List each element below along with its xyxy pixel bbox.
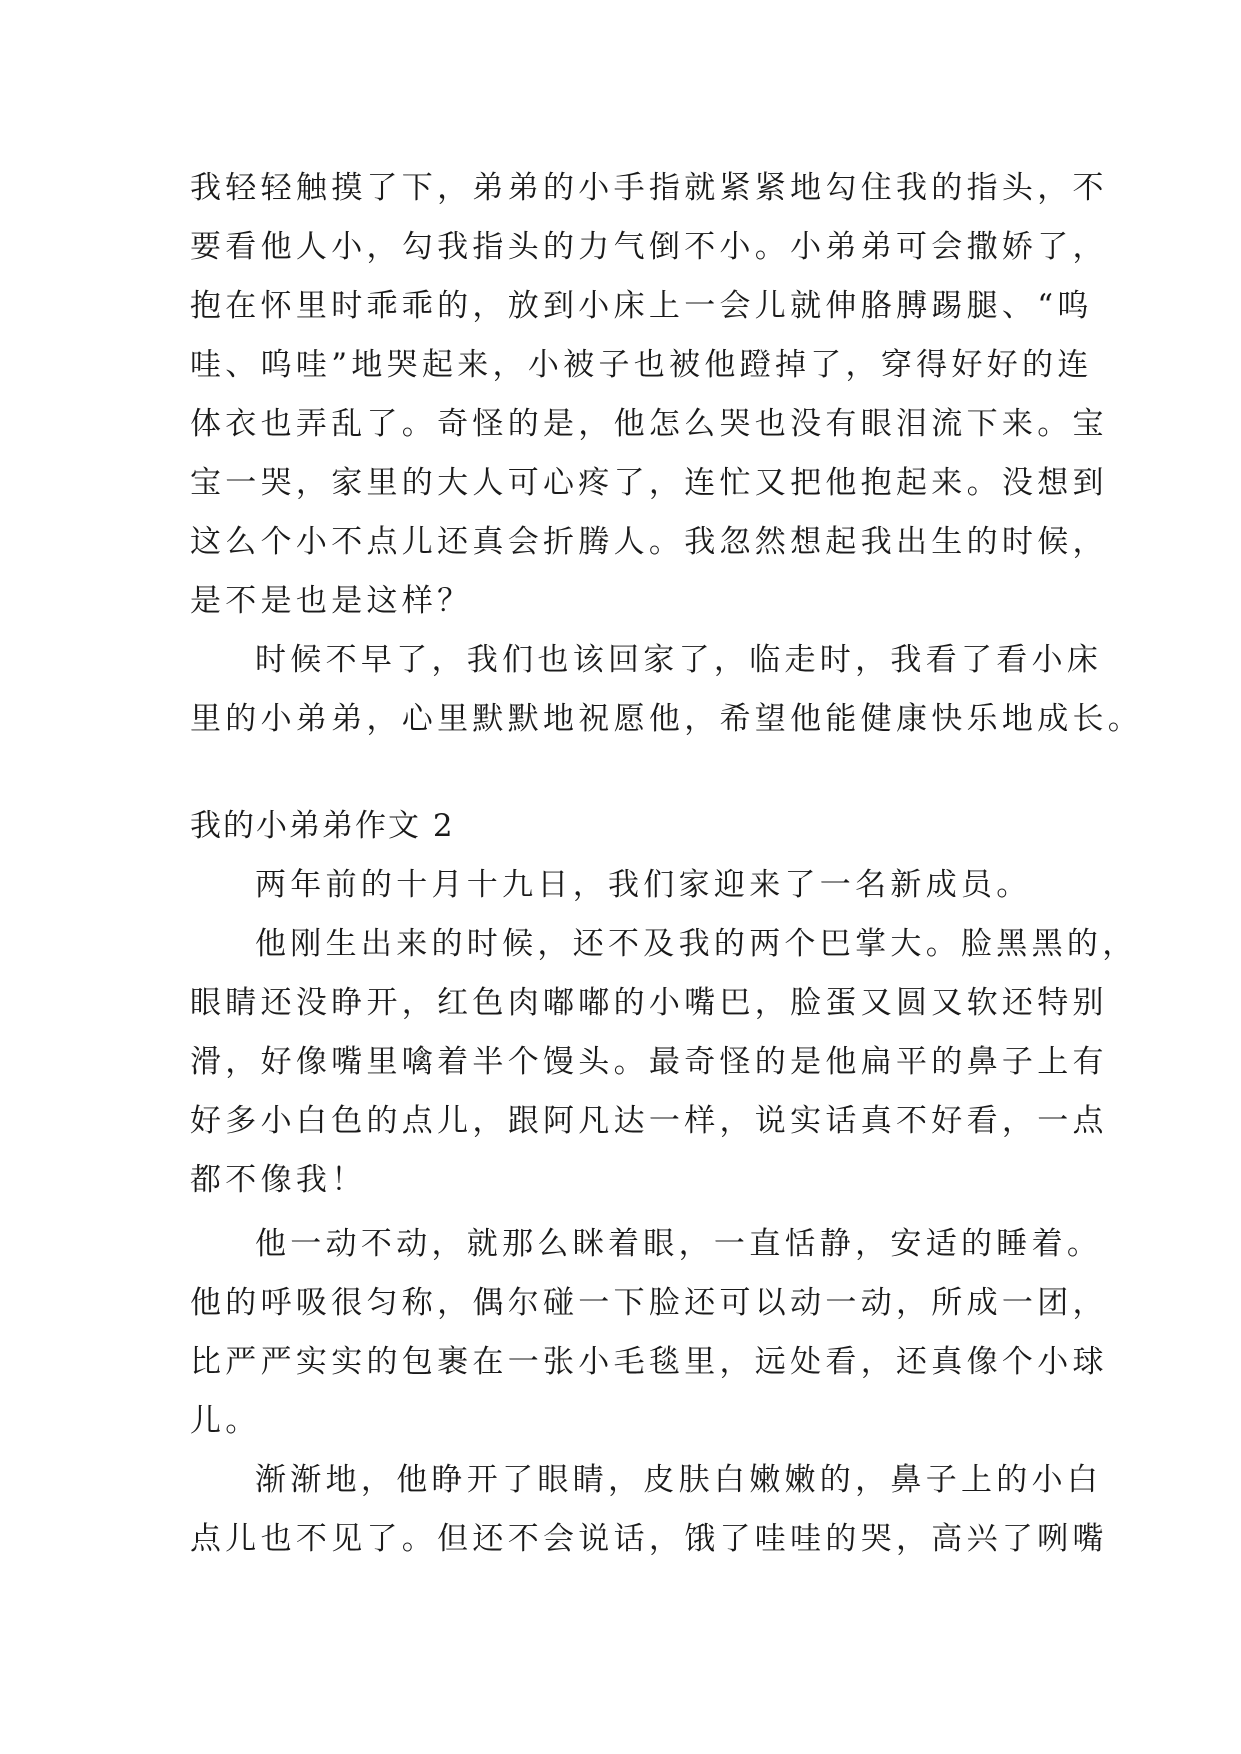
paragraph-line: 哇、呜哇”地哭起来，小被子也被他蹬掉了，穿得好好的连: [190, 347, 1093, 383]
paragraph-line: 滑，好像嘴里噙着半个馒头。最奇怪的是他扁平的鼻子上有: [190, 1044, 1108, 1080]
paragraph-line: 儿。: [190, 1403, 261, 1439]
paragraph-line: 要看他人小，勾我指头的力气倒不小。小弟弟可会撒娇了，: [190, 229, 1108, 265]
paragraph-line: 渐渐地，他睁开了眼睛，皮肤白嫩嫩的，鼻子上的小白: [255, 1462, 1103, 1498]
paragraph-line: 这么个小不点儿还真会折腾人。我忽然想起我出生的时候，: [190, 524, 1108, 560]
paragraph-line: 时候不早了，我们也该回家了，临走时，我看了看小床: [255, 642, 1103, 678]
paragraph-line: 体衣也弄乱了。奇怪的是，他怎么哭也没有眼泪流下来。宝: [190, 406, 1108, 442]
paragraph-line: 好多小白色的点儿，跟阿凡达一样，说实话真不好看，一点: [190, 1103, 1108, 1139]
section-heading: 我的小弟弟作文 2: [190, 808, 455, 844]
paragraph-line: 他刚生出来的时候，还不及我的两个巴掌大。脸黑黑的，: [255, 926, 1138, 962]
paragraph-line: 他一动不动，就那么眯着眼，一直恬静，安适的睡着。: [255, 1226, 1103, 1262]
paragraph-line: 他的呼吸很匀称，偶尔碰一下脸还可以动一动，所成一团，: [190, 1285, 1108, 1321]
paragraph-line: 我轻轻触摸了下，弟弟的小手指就紧紧地勾住我的指头，不: [190, 170, 1108, 206]
paragraph-line: 是不是也是这样？: [190, 583, 473, 619]
paragraph-line: 两年前的十月十九日，我们家迎来了一名新成员。: [255, 867, 1032, 903]
paragraph-line: 里的小弟弟，心里默默地祝愿他，希望他能健康快乐地成长。: [190, 701, 1144, 737]
paragraph-line: 抱在怀里时乖乖的，放到小床上一会儿就伸胳膊踢腿、“呜: [190, 288, 1093, 324]
paragraph-line: 眼睛还没睁开，红色肉嘟嘟的小嘴巴，脸蛋又圆又软还特别: [190, 985, 1108, 1021]
paragraph-line: 宝一哭，家里的大人可心疼了，连忙又把他抱起来。没想到: [190, 465, 1108, 501]
paragraph-line: 比严严实实的包裹在一张小毛毯里，远处看，还真像个小球: [190, 1344, 1108, 1380]
paragraph-line: 点儿也不见了。但还不会说话，饿了哇哇的哭，高兴了咧嘴: [190, 1521, 1108, 1557]
paragraph-line: 都不像我！: [190, 1162, 367, 1198]
